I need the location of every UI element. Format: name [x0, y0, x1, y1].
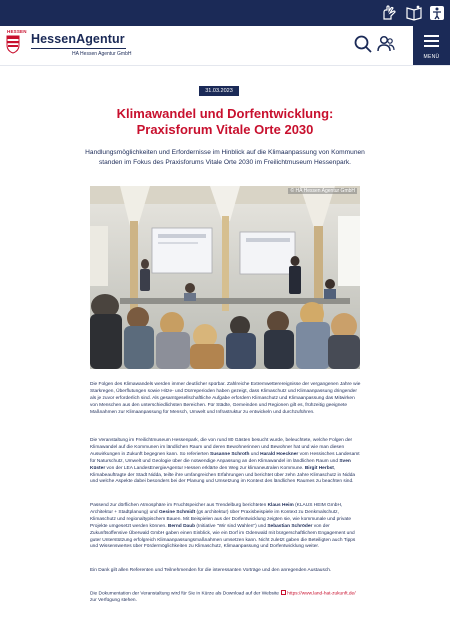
- brand-underline: [31, 48, 126, 49]
- article-lead: Handlungsmöglichkeiten und Erfordernisse im Hinblick auf die Klimaanpassung von Kommunen standen im Fokus des Praxisforums Vitale Orte 2030 im Freilichtmuseum Hessenpark.: [85, 149, 365, 166]
- site-header: [0, 26, 450, 66]
- website-link[interactable]: https://www.land-hat-zukunft.de/: [287, 591, 356, 597]
- crest-wordmark: HESSEN: [7, 29, 27, 34]
- name-birgit-herbst: Birgit Herbst: [304, 465, 334, 471]
- accessibility-icon[interactable]: [428, 4, 446, 22]
- name-sven-kuester: Sven Küster: [90, 458, 351, 471]
- sign-language-icon[interactable]: [381, 4, 399, 22]
- brand-subtitle: HA Hessen Agentur GmbH: [72, 51, 132, 57]
- paragraph-3: Passend zur dörflichen Atmosphäre im Fruchtspeicher aus Trendelburg berichteten Klaus Heim (KLAUS HEIM GmbH, Architektur + Stadtplanung) und Gesine Schmidt (gs architektur) über Praxisbeispiele im Kontext zu Denkmalschutz, Klimaschutz und regionaltypischem Bauen. Mit Beispielen aus der Dorfentwicklung zeigten sie, wie kommunale und private Projekte umgesetzt werden können. Bernd Daub (Initiative "Wir sind Wahlen") und Sebastian Schröder von der Zukunftsoffensive Überwald GmbH gaben einen Einblick, wie ein Dorf im Odenwald mit bürgerschaftlichem Engagement und guter Unterstützung erfolgreich Klimaanpassungsmaßnahmen umsetzen kann. Nicht zuletzt gaben die Beteiligten auch Tipps und Wissenswertes über Fördermöglichkeiten zu Klimaschutz, Klimaanpassung und Dorfentwicklung weiter.: [90, 503, 356, 550]
- user-icon[interactable]: [376, 34, 396, 54]
- image-credit: © HA Hessen Agentur GmbH: [290, 188, 355, 194]
- brand-name[interactable]: HessenAgentur: [31, 32, 125, 46]
- easy-language-icon[interactable]: [405, 4, 423, 22]
- paragraph-4: Ein Dank gilt allen Referenten und Teilnehmenden für die interessanten Vorträge und den anregenden Austausch.: [90, 568, 332, 573]
- name-susanne-schroth: Susanne Schroth: [210, 451, 250, 457]
- search-icon[interactable]: [353, 34, 373, 54]
- external-link-icon: [281, 590, 286, 595]
- article-title-line-2: Praxisforum Vitale Orte 2030: [136, 122, 314, 137]
- paragraph-1: Die Folgen des Klimawandels werden immer deutlicher spürbar. Zahlreiche Extremwetterereignisse der vergangenen Jahre wie Starkregen, Überflutungen sowie Hitze- und Dürreperioden haben gezeigt, dass Klimaschutz und Klimaanpassung dringender als je zuvor erforderlich sind. Als gesamtgesellschaftliche Aufgabe erfordern Klimaschutz und Klimaanpassung das Mitwirken von Menschen aus den unterschiedlichsten Bereichen. Für Städte, Gemeinden und Regionen gilt es, frühzeitig geeignete Maßnahmen zur Klimaanpassung für Mensch, Umwelt und Infrastruktur zu entwickeln und durchzuführen.: [90, 382, 361, 415]
- conference-room-illustration: [90, 186, 360, 369]
- name-harald-hoeckner: Harald Hoeckner: [260, 451, 299, 457]
- menu-button[interactable]: [413, 26, 450, 65]
- name-sebastian-schroeder: Sebastian Schröder: [267, 523, 313, 529]
- article-title: [60, 106, 390, 138]
- name-klaus-heim: Klaus Heim: [267, 503, 294, 508]
- article-title-line-1: Klimawandel und Dorfentwicklung:: [116, 106, 334, 121]
- hessen-crest-logo[interactable]: [4, 28, 27, 54]
- article-photo: [90, 186, 360, 369]
- hamburger-menu-icon: [424, 35, 439, 50]
- date-badge: 31.03.2023: [199, 86, 239, 96]
- menu-label: MENÜ: [423, 54, 440, 60]
- paragraph-5: Die Dokumentation der Veranstaltung wird für Sie in Kürze als Download auf der Website https://www.land-hat-zukunft.de/ zur Verfügung stehen.: [90, 591, 356, 604]
- accessibility-bar: [0, 0, 450, 26]
- paragraph-2: Die Veranstaltung im Freilichtmuseum Hessenpark, die von rund 80 Gästen besucht wurde, beleuchtete, welche Folgen der Klimawandel auf die Kommunen im ländlichen Raum und deren Bewohnerinnen und Bewohner hat und wie man diesen Auswirkungen in Zukunft begegnen kann. So referierten Susanne Schroth und Harald Hoeckner vom Hessisches Landesamt für Naturschutz, Umwelt und Geologie über die notwendige Anpassung an den Klimawandel im ländlichen Raum und Sven Küster von der LEA LandesEnergieAgentur Hessen erklärte den Weg zur klimaneutralen Kommune. Birgit Herbst, Klimabeauftragte der Stadt Nidda, teilte ihre umfangreichen Erfahrungen und berichtet über zehn Jahre Klimaschutz in Nidda und welche Aspekte dabei besonders bei der Planung und Umsetzung im Kontext des ländlichen Raumes zu beachten sind.: [90, 438, 360, 485]
- name-bernd-daub: Bernd Daub: [167, 523, 196, 529]
- name-gesine-schmidt: Gesine Schmidt: [158, 509, 196, 515]
